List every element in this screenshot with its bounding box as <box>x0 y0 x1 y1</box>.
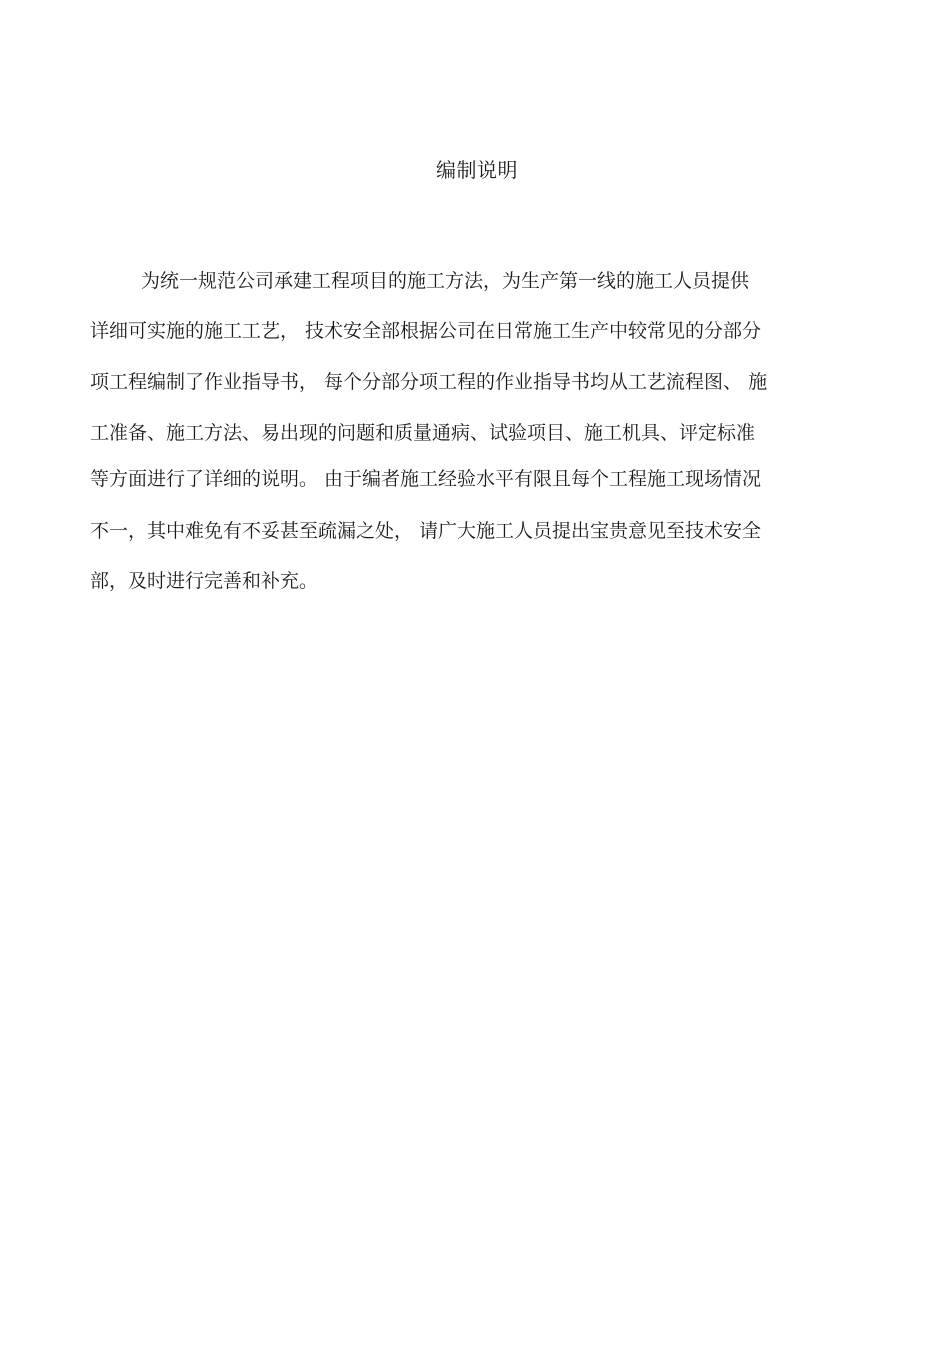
document-title: 编制说明 <box>436 158 518 182</box>
paragraph-line-1: 为统一规范公司承建工程项目的施工方法，为生产第一线的施工人员提供 <box>141 270 750 292</box>
paragraph-line-6: 不一，其中难免有不妥甚至疏漏之处， 请广大施工人员提出宝贵意见至技术安全 <box>90 520 762 542</box>
paragraph-line-2: 详细可实施的施工工艺， 技术安全部根据公司在日常施工生产中较常见的分部分 <box>90 320 762 342</box>
paragraph-line-4: 工准备、施工方法、易出现的问题和质量通病、试验项目、施工机具、评定标准 <box>90 422 756 444</box>
paragraph-line-7: 部，及时进行完善和补充。 <box>90 570 319 592</box>
paragraph-line-5: 等方面进行了详细的说明。 由于编者施工经验水平有限且每个工程施工现场情况 <box>90 468 762 490</box>
paragraph-line-3: 项工程编制了作业指导书， 每个分部分项工程的作业指导书均从工艺流程图、 施 <box>90 371 768 393</box>
